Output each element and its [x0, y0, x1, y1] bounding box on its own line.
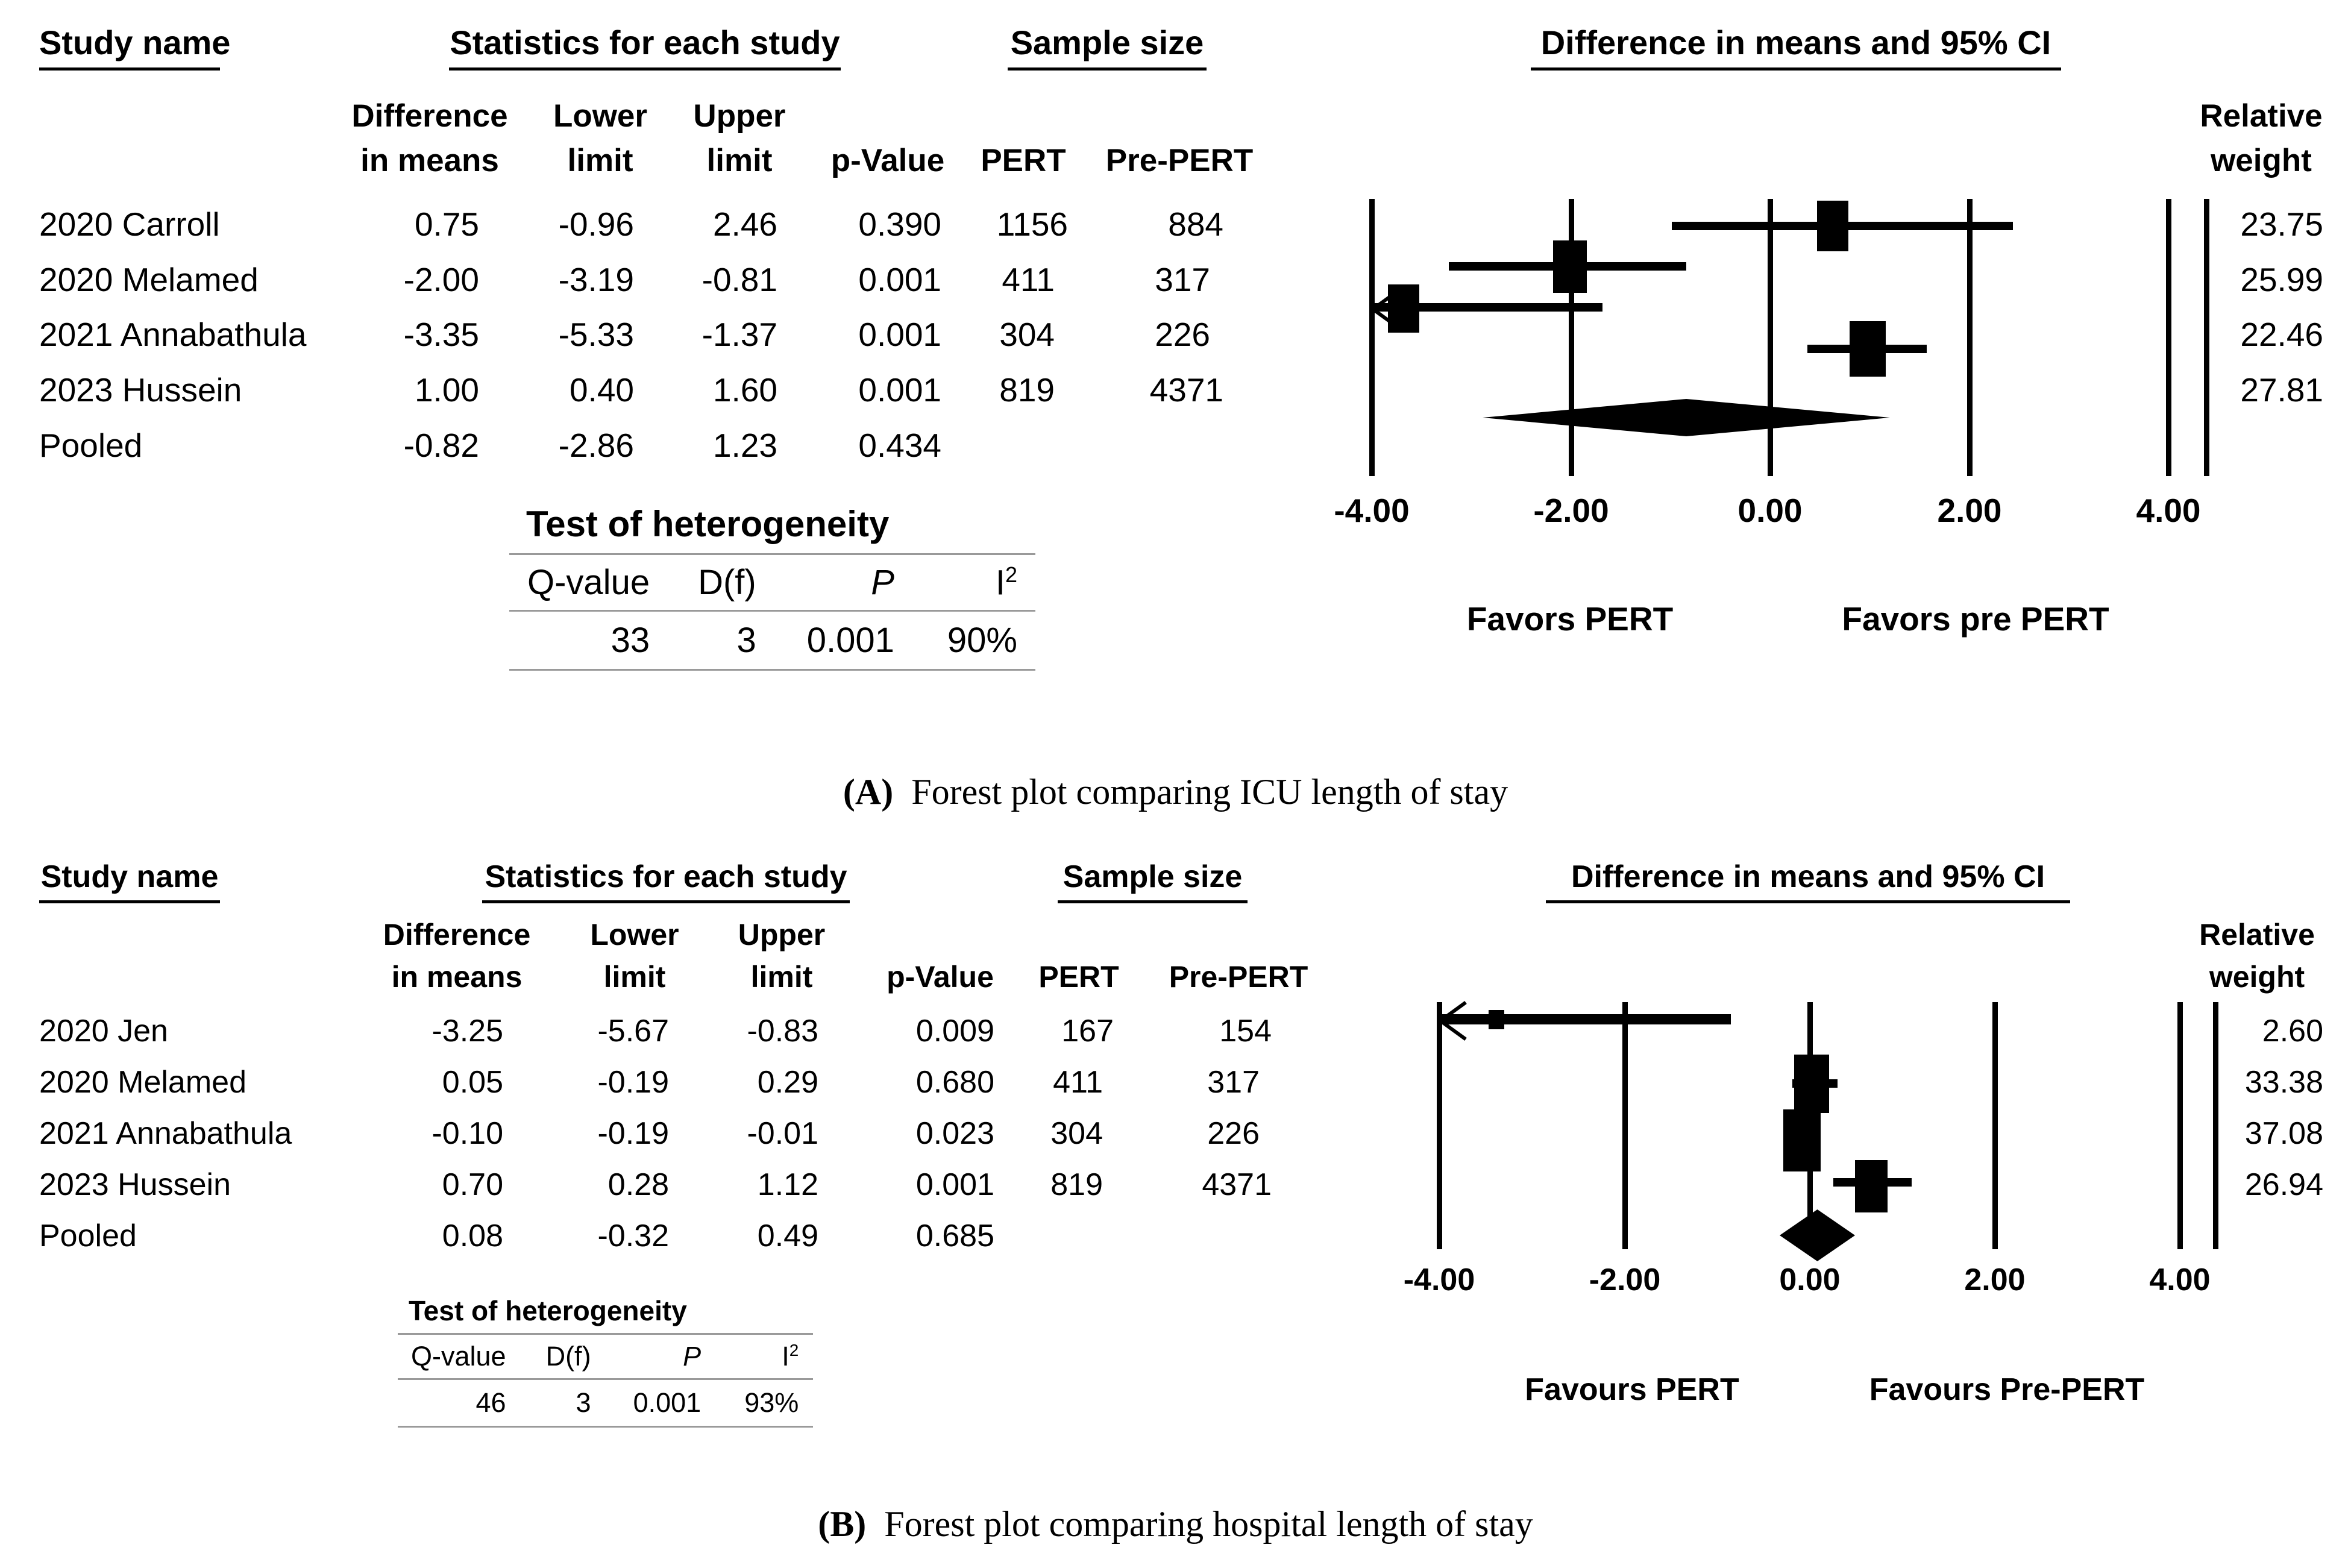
cell-relative-weight: 33.38: [2244, 1065, 2323, 1100]
gridline-plus2: [1992, 1002, 1998, 1249]
group-header-sample-size: Sample size: [1058, 859, 1248, 903]
cell-difference: 0.05: [442, 1065, 503, 1100]
heterogeneity-header-df: D(f): [545, 1341, 591, 1372]
heterogeneity-table: [398, 1333, 813, 1428]
column-header-upper-limit-line2: limit: [706, 143, 773, 178]
cell-pert: 819: [999, 371, 1055, 409]
cell-p-value: 0.001: [858, 371, 941, 409]
heterogeneity-block: [509, 503, 1035, 671]
cell-upper-limit: -0.01: [747, 1116, 818, 1151]
cell-lower-limit: -3.19: [558, 261, 634, 298]
gridline-plus4: [2177, 1002, 2183, 1249]
heterogeneity-value-p: 0.001: [633, 1387, 702, 1418]
panel-a-caption-label: (A): [843, 772, 894, 812]
heterogeneity-block: [398, 1294, 813, 1428]
axis-tick-label: 4.00: [2149, 1262, 2211, 1297]
cell-p-value: 0.009: [915, 1014, 994, 1049]
cell-lower-limit: 0.28: [607, 1167, 669, 1202]
column-header-lower-limit: Lower: [590, 918, 679, 952]
cell-difference: 1.00: [414, 371, 479, 409]
cell-pert: 304: [1050, 1116, 1103, 1151]
cell-lower-limit: -0.96: [558, 205, 634, 243]
column-header-difference-in-means-line2: in means: [391, 960, 523, 994]
axis-tick-label: 0.00: [1779, 1262, 1841, 1297]
cell-study-name: 2020 Melamed: [39, 1065, 246, 1100]
pooled-effect-diamond: [1483, 399, 1890, 436]
cell-pre-pert: 4371: [1149, 371, 1223, 409]
cell-pert: 819: [1050, 1167, 1103, 1202]
cell-relative-weight: 2.60: [2262, 1014, 2323, 1049]
cell-pre-pert: 226: [1155, 316, 1210, 353]
heterogeneity-title: Test of heterogeneity: [409, 1295, 687, 1326]
axis-tick-label: -2.00: [1533, 492, 1609, 529]
cell-study-name: 2021 Annabathula: [39, 1116, 292, 1151]
heterogeneity-header-df: D(f): [698, 563, 756, 603]
favours-right-label: Favours Pre-PERT: [1869, 1372, 2145, 1407]
cell-study-name: 2020 Jen: [39, 1014, 168, 1049]
cell-pert: 411: [1053, 1065, 1103, 1100]
column-header-difference-in-means: Difference: [351, 98, 508, 134]
cell-pert: 1156: [996, 205, 1068, 243]
gridline-plus2: [1967, 199, 1973, 476]
gridline-minus2: [1622, 1002, 1628, 1249]
heterogeneity-title: Test of heterogeneity: [526, 504, 890, 544]
column-header-pert: PERT: [981, 143, 1066, 178]
heterogeneity-header-q: Q-value: [527, 563, 650, 603]
effect-size-marker: [1855, 1160, 1888, 1212]
effect-size-marker: [1850, 321, 1886, 377]
column-header-lower-limit: Lower: [553, 98, 648, 134]
pooled-effect-diamond: [1780, 1209, 1855, 1261]
column-header-difference-in-means-line2: in means: [360, 143, 499, 178]
cell-study-name: 2020 Carroll: [39, 205, 220, 243]
cell-study-name: 2021 Annabathula: [39, 316, 307, 353]
relative-weight-divider: [2204, 199, 2209, 476]
cell-relative-weight: 26.94: [2244, 1167, 2323, 1202]
cell-study-name: 2020 Melamed: [39, 261, 259, 298]
cell-relative-weight: 22.46: [2240, 316, 2323, 353]
group-header-plot-title: Difference in means and 95% CI: [1531, 23, 2061, 71]
column-header-pert: PERT: [1038, 960, 1119, 994]
cell-difference: -0.10: [432, 1116, 503, 1151]
cell-study-name: Pooled: [39, 1218, 137, 1253]
cell-difference: 0.08: [442, 1218, 503, 1253]
cell-pre-pert: 154: [1219, 1014, 1272, 1049]
heterogeneity-value-p: 0.001: [806, 621, 894, 660]
cell-upper-limit: 1.12: [757, 1167, 818, 1202]
cell-lower-limit: 0.40: [569, 371, 634, 409]
cell-p-value: 0.023: [915, 1116, 994, 1151]
cell-lower-limit: -0.19: [597, 1116, 669, 1151]
cell-lower-limit: -0.32: [597, 1218, 669, 1253]
cell-upper-limit: 1.23: [712, 427, 777, 464]
cell-lower-limit: -5.67: [597, 1014, 669, 1049]
cell-difference: -2.00: [403, 261, 479, 298]
column-header-pre-pert: Pre-PERT: [1105, 143, 1254, 178]
axis-tick-label: 4.00: [2136, 492, 2201, 529]
favors-left-label: Favors PERT: [1466, 600, 1674, 638]
heterogeneity-value-i2: 90%: [947, 621, 1017, 660]
confidence-interval-bar: [1439, 1014, 1731, 1024]
heterogeneity-header-q: Q-value: [411, 1341, 506, 1372]
cell-p-value: 0.001: [858, 261, 941, 298]
favors-right-label: Favors pre PERT: [1842, 600, 2109, 638]
panel-b-caption-label: (B): [818, 1504, 867, 1544]
cell-pert: 167: [1061, 1014, 1114, 1049]
group-header-study-name: Study name: [39, 859, 220, 903]
panel-b-caption: [0, 1504, 2351, 1545]
column-header-pre-pert: Pre-PERT: [1169, 960, 1308, 994]
gridline-zero: [1768, 199, 1773, 476]
cell-difference: -0.82: [403, 427, 479, 464]
group-header-study-name: Study name: [39, 23, 220, 71]
column-header-lower-limit-line2: limit: [567, 143, 633, 178]
cell-upper-limit: 0.49: [757, 1218, 818, 1253]
axis-tick-label: -4.00: [1334, 492, 1410, 529]
heterogeneity-header-i2: $I^2$: [782, 1341, 799, 1372]
cell-difference: -3.35: [403, 316, 479, 353]
cell-relative-weight: 23.75: [2240, 205, 2323, 243]
effect-size-marker: [1553, 240, 1587, 293]
effect-size-marker: [1794, 1055, 1829, 1113]
cell-lower-limit: -0.19: [597, 1065, 669, 1100]
cell-p-value: 0.001: [915, 1167, 994, 1202]
effect-size-marker: [1817, 201, 1848, 251]
group-header-statistics: Statistics for each study: [449, 23, 841, 71]
cell-p-value: 0.680: [915, 1065, 994, 1100]
cell-p-value: 0.685: [915, 1218, 994, 1253]
cell-relative-weight: 27.81: [2240, 371, 2323, 409]
cell-pre-pert: 226: [1207, 1116, 1260, 1151]
column-header-p-value: p-Value: [887, 960, 994, 994]
effect-size-marker: [1388, 284, 1419, 333]
cell-upper-limit: -0.81: [702, 261, 777, 298]
gridline-minus4: [1437, 1002, 1442, 1249]
favours-left-label: Favours PERT: [1525, 1372, 1739, 1407]
cell-pre-pert: 4371: [1202, 1167, 1272, 1202]
cell-difference: -3.25: [432, 1014, 503, 1049]
cell-relative-weight: 25.99: [2240, 261, 2323, 298]
cell-upper-limit: 0.29: [757, 1065, 818, 1100]
heterogeneity-header-p: P: [871, 563, 894, 603]
cell-upper-limit: -1.37: [702, 316, 777, 353]
axis-tick-label: 2.00: [1964, 1262, 2026, 1297]
group-header-plot-title: Difference in means and 95% CI: [1546, 859, 2070, 903]
column-header-lower-limit-line2: limit: [603, 960, 666, 994]
cell-pre-pert: 317: [1155, 261, 1210, 298]
axis-tick-label: -2.00: [1589, 1262, 1661, 1297]
panel-b-caption-text: Forest plot comparing hospital length of stay: [884, 1504, 1533, 1544]
column-header-upper-limit: Upper: [693, 98, 786, 134]
heterogeneity-value-df: 3: [576, 1387, 591, 1418]
column-header-relative-weight: Relative: [2199, 918, 2315, 952]
axis-tick-label: 0.00: [1737, 492, 1803, 529]
column-header-upper-limit-line2: limit: [750, 960, 813, 994]
cell-relative-weight: 37.08: [2244, 1116, 2323, 1151]
cell-difference: 0.75: [414, 205, 479, 243]
column-header-relative-weight: Relative: [2200, 98, 2323, 134]
effect-size-marker: [1489, 1010, 1504, 1029]
column-header-p-value: p-Value: [830, 143, 945, 178]
cell-p-value: 0.001: [858, 316, 941, 353]
gridline-plus4: [2166, 199, 2171, 476]
axis-tick-label: 2.00: [1937, 492, 2002, 529]
cell-upper-limit: 2.46: [712, 205, 777, 243]
cell-pert: 411: [1002, 261, 1055, 298]
gridline-minus4: [1369, 199, 1375, 476]
cell-p-value: 0.390: [858, 205, 941, 243]
panel-a-caption: [0, 771, 2351, 813]
cell-upper-limit: 1.60: [712, 371, 777, 409]
heterogeneity-header-p: P: [683, 1341, 702, 1372]
heterogeneity-table: [509, 553, 1035, 671]
column-header-relative-weight-line2: weight: [2209, 960, 2305, 994]
column-header-upper-limit: Upper: [738, 918, 826, 952]
cell-upper-limit: -0.83: [747, 1014, 818, 1049]
group-header-statistics: Statistics for each study: [482, 859, 850, 903]
panel-a-caption-text: Forest plot comparing ICU length of stay: [911, 772, 1508, 812]
column-header-difference-in-means: Difference: [383, 918, 531, 952]
cell-lower-limit: -2.86: [558, 427, 634, 464]
relative-weight-divider: [2213, 1002, 2218, 1249]
panel-b-hospital-forest-plot: [0, 841, 2351, 1568]
cell-p-value: 0.434: [858, 427, 941, 464]
heterogeneity-value-q: 33: [611, 621, 650, 660]
cell-study-name: 2023 Hussein: [39, 1167, 231, 1202]
cell-pre-pert: 884: [1168, 205, 1223, 243]
cell-lower-limit: -5.33: [558, 316, 634, 353]
cell-pre-pert: 317: [1207, 1065, 1260, 1100]
heterogeneity-value-df: 3: [736, 621, 756, 660]
effect-size-marker: [1783, 1109, 1821, 1171]
column-header-relative-weight-line2: weight: [2211, 143, 2312, 178]
cell-pert: 304: [999, 316, 1055, 353]
heterogeneity-value-i2: 93%: [744, 1387, 799, 1418]
axis-tick-label: -4.00: [1403, 1262, 1475, 1297]
heterogeneity-value-q: 46: [476, 1387, 506, 1418]
cell-difference: 0.70: [442, 1167, 503, 1202]
cell-study-name: Pooled: [39, 427, 143, 464]
group-header-sample-size: Sample size: [1008, 23, 1207, 71]
heterogeneity-header-i2: $I^2$: [995, 562, 1017, 603]
cell-study-name: 2023 Hussein: [39, 371, 242, 409]
